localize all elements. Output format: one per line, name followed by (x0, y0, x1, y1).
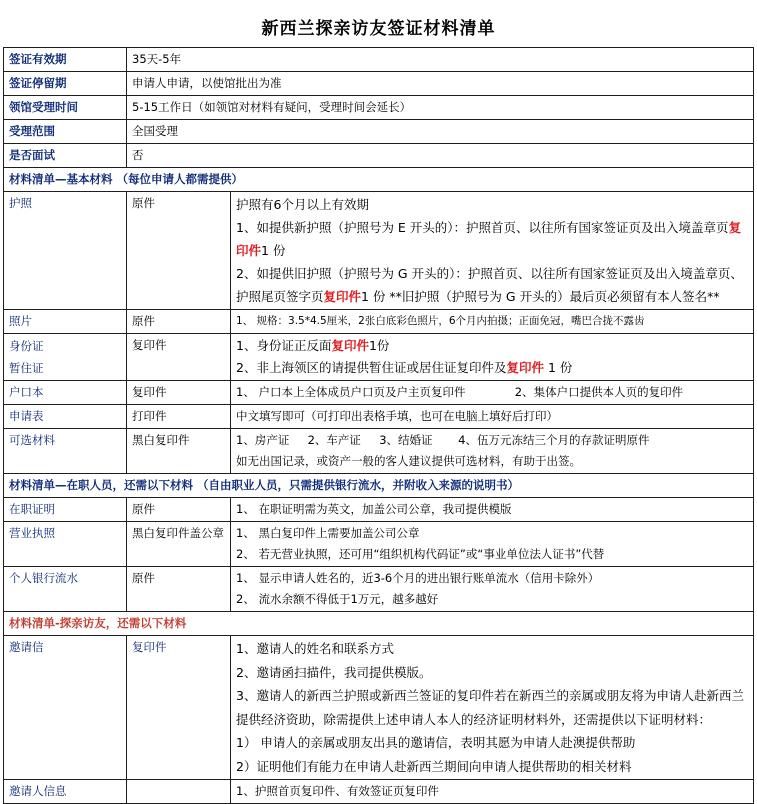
row-label (4, 334, 127, 381)
row-type: 原件 (127, 310, 231, 334)
info-row (4, 48, 754, 72)
row-type: 原件 (127, 567, 231, 612)
invite-line: 2、邀请函扫描件，我司提供模版。 (236, 664, 432, 680)
text: 1、 户口本上全体成员户口页及户主页复印件 (236, 385, 466, 399)
passport-line (236, 216, 748, 262)
row-value (231, 381, 754, 405)
optional-note: 如无出国记录，或资产一般的客人建议提供可选材料，有助于出签。 (236, 454, 581, 468)
list-item: 3、结婚证 (379, 433, 433, 447)
row-value: 1、 在职证明需为英文，加盖公司公章，我司提供模版 (231, 498, 754, 522)
label-line: 身份证 (9, 339, 44, 353)
text: 2、非上海领区的请提供暂住证或居住证复印件及 (236, 360, 507, 375)
highlight: 复印件 (331, 338, 369, 353)
material-row-optional (4, 429, 754, 474)
invite-line: 1） 申请人的亲属或朋友出具的邀请信，表明其愿为申请人赴澳提供帮助 (236, 735, 636, 750)
invite-line: 2）证明他们有能力在申请人赴新西兰期间向申请人提供帮助的相关材料 (236, 758, 632, 774)
highlight: 复印件 (323, 289, 362, 304)
row-value (231, 429, 754, 474)
row-label: 可选材料 (4, 429, 127, 474)
section-header-basic (4, 168, 754, 192)
info-row (4, 72, 754, 96)
license-line: 1、 黑白复印件上需要加盖公司公章 (236, 526, 420, 540)
info-row (4, 144, 754, 168)
material-row-employment-cert (4, 498, 754, 522)
invite-line: 1、邀请人的姓名和联系方式 (236, 641, 394, 656)
list-item: 2、车产证 (307, 433, 361, 447)
text: 2、如提供旧护照（护照号为 G 开头的）：护照首页、以往所有国家签证页及出入境盖章页、护照尾页签字页 (236, 266, 743, 304)
bank-line: 2、 流水余额不得低于1万元，越多越好 (236, 592, 439, 606)
row-label: 签证停留期 (4, 72, 127, 96)
row-label: 户口本 (4, 381, 127, 405)
invite-line: 3、邀请人的新西兰护照或新西兰签证的复印件若在新西兰的亲属或朋友将为申请人赴新西兰提供经济资助，除需提供上述申请人本人的经济证明材料外，还需提供以下证明材料： (236, 688, 744, 727)
highlight: 复印件 (236, 220, 742, 258)
material-row-id (4, 334, 754, 381)
passport-line: 护照有6个月以上有效期 (236, 197, 369, 212)
row-label: 是否面试 (4, 144, 127, 168)
info-row (4, 96, 754, 120)
list-item: 1、房产证 (236, 433, 290, 447)
row-value: 1、护照首页复印件、有效签证页复印件 (231, 780, 754, 804)
info-row (4, 120, 754, 144)
material-row-form (4, 405, 754, 429)
text: 1、如提供新护照（护照号为 E 开头的）：护照首页、以往所有国家签证页及出入境盖章页 (236, 220, 729, 235)
row-value (231, 522, 754, 567)
row-label: 照片 (4, 310, 127, 334)
row-label: 护照 (4, 192, 127, 310)
row-type: 黑白复印件盖公章 (127, 522, 231, 567)
row-type: 黑白复印件 (127, 429, 231, 474)
bank-line: 1、 显示申请人姓名的，近3-6个月的进出银行账单流水（信用卡除外） (236, 571, 600, 585)
row-value: 5-15工作日（如领馆对材料有疑问，受理时间会延长） (127, 96, 754, 120)
row-label: 受理范围 (4, 120, 127, 144)
optional-items (236, 430, 748, 451)
section-title: 材料清单-探亲访友，还需以下材料 (4, 612, 754, 636)
row-type: 原件 (127, 498, 231, 522)
row-value: 35天-5年 (127, 48, 754, 72)
section-title: 材料清单—基本材料 （每位申请人都需提供） (4, 168, 754, 192)
material-row-hukou (4, 381, 754, 405)
text: 1 份 (261, 243, 286, 258)
row-value (231, 334, 754, 381)
material-row-license (4, 522, 754, 567)
passport-line (236, 262, 748, 308)
row-label: 营业执照 (4, 522, 127, 567)
row-label: 个人银行流水 (4, 567, 127, 612)
section-header-visit (4, 612, 754, 636)
list-item: 4、伍万元冻结三个月的存款证明原件 (458, 433, 650, 447)
material-row-passport (4, 192, 754, 310)
row-value (231, 567, 754, 612)
row-label: 在职证明 (4, 498, 127, 522)
row-value: 中文填写即可（可打印出表格手填，也可在电脑上填好后打印） (231, 405, 754, 429)
row-label: 申请表 (4, 405, 127, 429)
text: 2、集体户口提供本人页的复印件 (514, 385, 684, 399)
id-line (236, 335, 748, 357)
row-type: 复印件 (127, 636, 231, 780)
material-row-invitation (4, 636, 754, 780)
row-value (231, 636, 754, 780)
row-label: 领馆受理时间 (4, 96, 127, 120)
row-value: 全国受理 (127, 120, 754, 144)
row-label: 邀请人信息 (4, 780, 127, 804)
section-header-employed (4, 474, 754, 498)
page-title: 新西兰探亲访友签证材料清单 (261, 19, 496, 39)
row-type: 打印件 (127, 405, 231, 429)
text: 1 份 **旧护照（护照号为 G 开头的）最后页必须留有本人签名** (361, 289, 720, 304)
text: 1 份 (543, 360, 573, 375)
row-type: 复印件 (127, 381, 231, 405)
section-title: 材料清单—在职人员，还需以下材料 （自由职业人员，只需提供银行流水，并附收入来源的说明书） (4, 474, 754, 498)
row-value (231, 192, 754, 310)
label-line: 暂住证 (9, 361, 44, 375)
row-type: 复印件 (127, 334, 231, 381)
material-row-photo (4, 310, 754, 334)
material-row-bank (4, 567, 754, 612)
row-label: 邀请信 (4, 636, 127, 780)
text: 1份 (368, 338, 390, 353)
materials-table (3, 47, 754, 804)
row-value: 申请人申请，以使馆批出为准 (127, 72, 754, 96)
license-line: 2、 若无营业执照，还可用“组织机构代码证”或“事业单位法人证书”代替 (236, 547, 605, 561)
row-value: 否 (127, 144, 754, 168)
highlight: 复印件 (506, 360, 544, 375)
row-value: 1、 规格：3.5*4.5厘米，2张白底彩色照片，6个月内拍摄；正面免冠，嘴巴合拢不露齿 (231, 310, 754, 334)
row-label: 签证有效期 (4, 48, 127, 72)
id-line (236, 357, 748, 379)
text: 1、身份证正反面 (236, 338, 332, 353)
row-type: 原件 (127, 192, 231, 310)
